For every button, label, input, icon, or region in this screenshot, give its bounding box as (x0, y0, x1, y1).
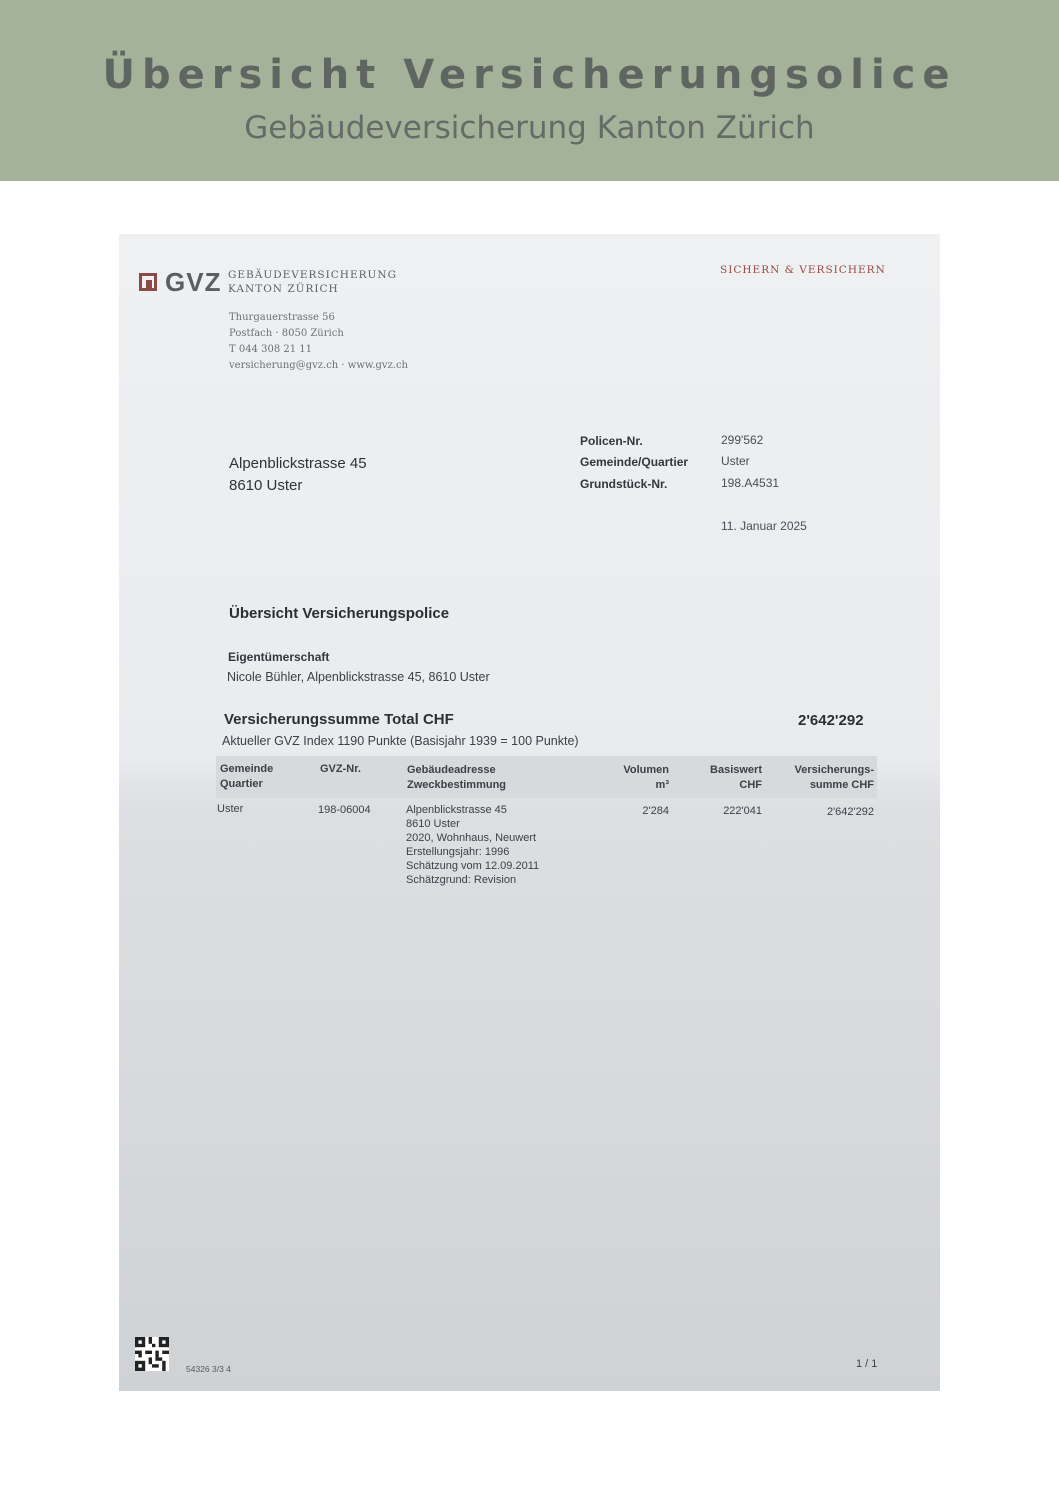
page-number: 1 / 1 (856, 1358, 878, 1370)
cell-address (406, 803, 539, 887)
contact-phone: T 044 308 21 11 (229, 344, 313, 355)
footer-code: 54326 3/3 4 (186, 1364, 231, 1374)
address-line: Erstellungsjahr: 1996 (406, 846, 510, 858)
total-value: 2'642'292 (798, 712, 864, 729)
contact-street: Thurgauerstrasse 56 (229, 312, 335, 323)
address-line: Schätzgrund: Revision (406, 874, 517, 886)
index-note: Aktueller GVZ Index 1190 Punkte (Basisjahr 1939 = 100 Punkte) (222, 734, 579, 748)
th-gvz: GVZ-Nr. (320, 763, 361, 775)
parcel-value: 198.A4531 (721, 476, 780, 490)
banner-subtitle: Gebäudeversicherung Kanton Zürich (244, 110, 815, 146)
banner-title: Übersicht Versicherungsolice (102, 52, 957, 98)
logo-line-1: GEBÄUDEVERSICHERUNG (228, 269, 397, 281)
cell-summe: 2'642'292 (826, 806, 874, 818)
policy-value: 299'562 (721, 433, 764, 447)
cell-gemeinde: Uster (217, 803, 244, 815)
owner-value: Nicole Bühler, Alpenblickstrasse 45, 8610 Uster (227, 670, 490, 684)
document-date: 11. Januar 2025 (721, 519, 807, 533)
cell-gvz: 198-06004 (318, 804, 371, 816)
contact-web: versicherung@gvz.ch · www.gvz.ch (229, 360, 408, 371)
policy-document (119, 234, 940, 1391)
address-line: 8610 Uster (406, 818, 460, 830)
th-address: Gebäudeadresse Zweckbestimmung (407, 764, 507, 791)
document-title: Übersicht Versicherungspolice (229, 605, 450, 622)
th-volumen: Volumen m³ (623, 764, 669, 791)
tagline: SICHERN & VERSICHERN (720, 264, 886, 276)
municipality-value: Uster (721, 454, 750, 468)
parcel-label: Grundstück-Nr. (580, 477, 668, 491)
address-line: Alpenblickstrasse 45 (406, 804, 507, 816)
total-label: Versicherungssumme Total CHF (224, 711, 454, 728)
cell-volumen: 2'284 (642, 805, 669, 817)
th-basiswert: Basiswert CHF (710, 764, 762, 791)
th-summe: Versicherungs- summe CHF (794, 764, 874, 791)
contact-postfach: Postfach · 8050 Zürich (229, 328, 344, 339)
municipality-label: Gemeinde/Quartier (580, 455, 689, 469)
policy-label: Policen-Nr. (580, 434, 643, 448)
gvz-logo-icon (139, 273, 157, 291)
address-line: 2020, Wohnhaus, Neuwert (406, 832, 537, 844)
recipient-city: 8610 Uster (229, 477, 303, 494)
address-line: Schätzung vom 12.09.2011 (406, 860, 540, 872)
th-gemeinde: Gemeinde Quartier (220, 763, 274, 790)
cell-basiswert: 222'041 (723, 805, 762, 817)
owner-label: Eigentümerschaft (228, 650, 330, 664)
header-banner (0, 0, 1059, 181)
recipient-street: Alpenblickstrasse 45 (229, 455, 367, 472)
logo-text: GVZ (165, 267, 222, 297)
logo-line-2: KANTON ZÜRICH (228, 283, 339, 295)
qr-code-icon (135, 1337, 169, 1371)
